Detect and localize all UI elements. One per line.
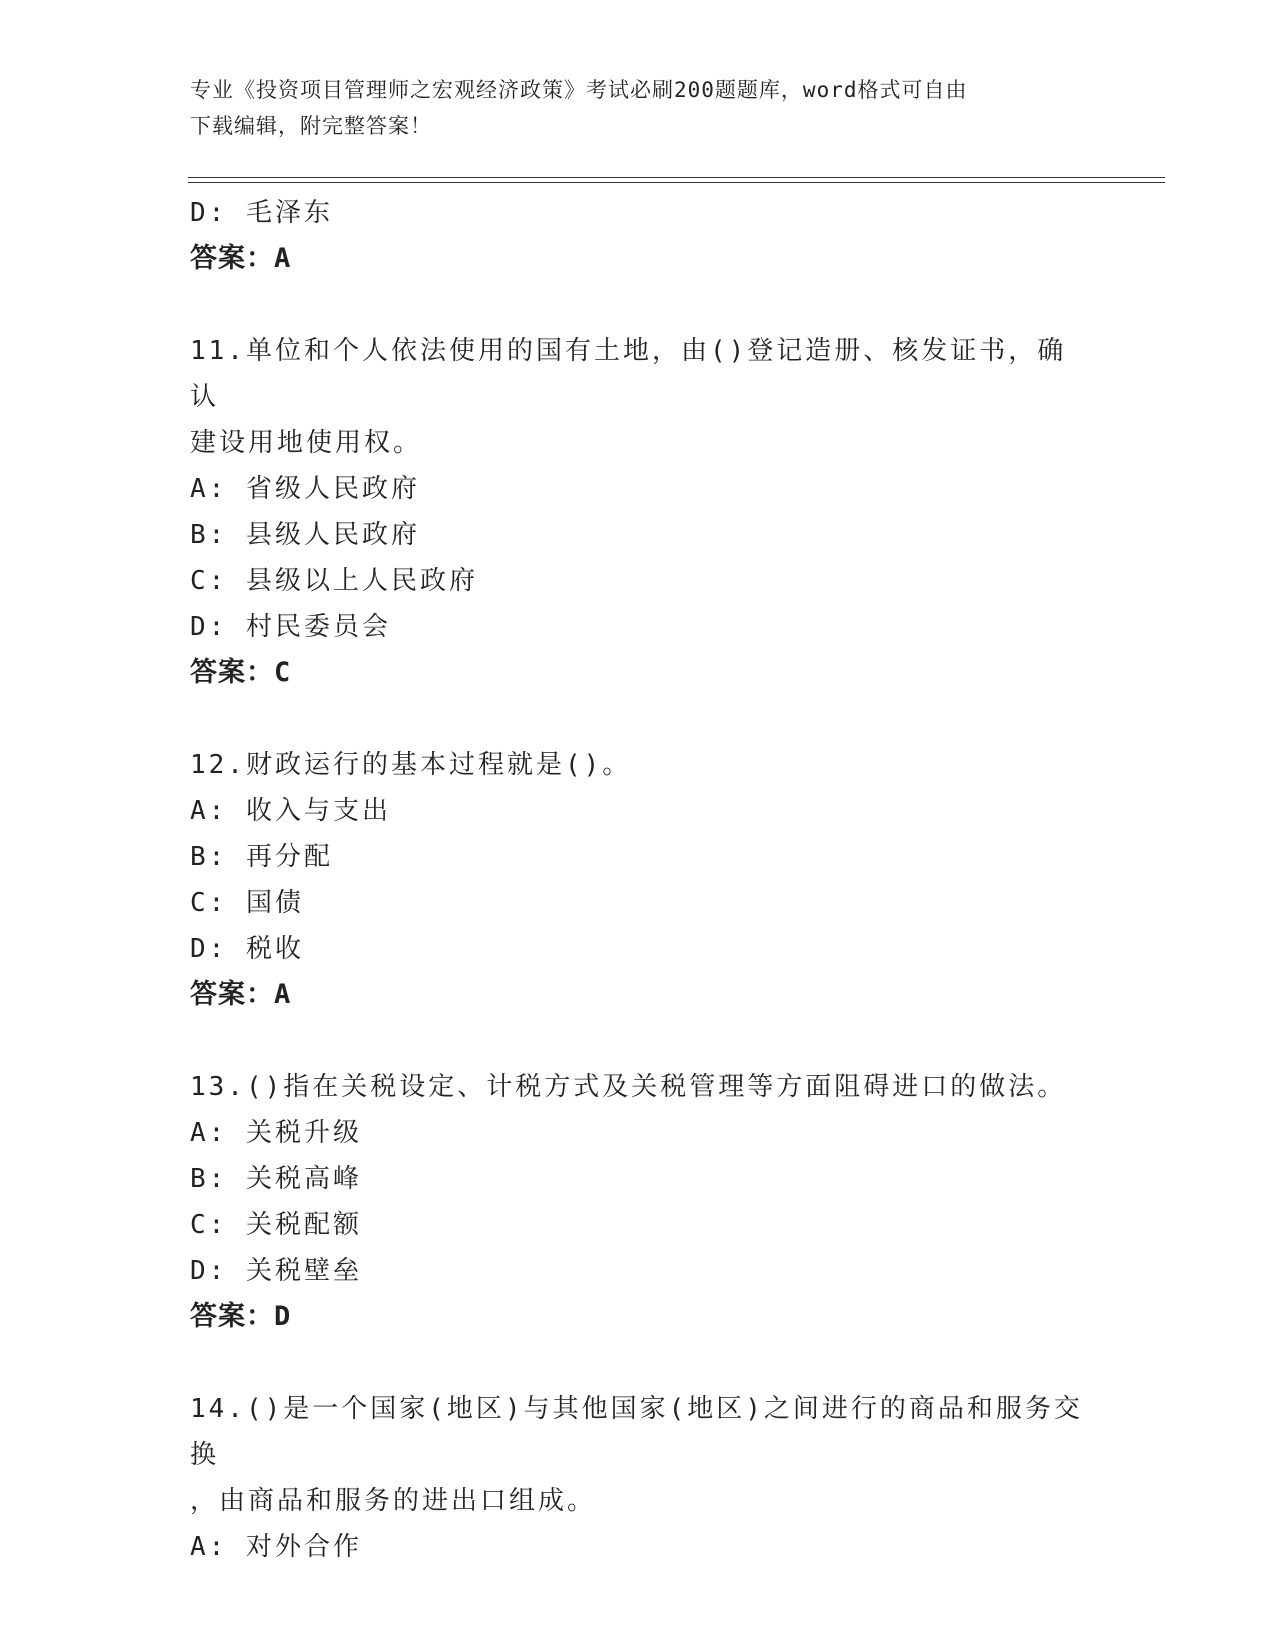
question-stem-line: 11.单位和个人依法使用的国有土地，由()登记造册、核发证书，确认 [190, 336, 1067, 412]
question-13 [190, 1064, 1090, 1340]
question-stem-line: 14.()是一个国家(地区)与其他国家(地区)之间进行的商品和服务交换 [190, 1394, 1083, 1470]
answer: 答案：C [190, 657, 292, 688]
question-stem-line: ，由商品和服务的进出口组成。 [190, 1486, 597, 1516]
spacer [190, 282, 1090, 328]
option-c: C: 县级以上人民政府 [190, 566, 478, 596]
option-d: D: 关税壁垒 [190, 1256, 362, 1286]
header-line-1: 专业《投资项目管理师之宏观经济政策》考试必刷200题题库，word格式可自由 [190, 78, 968, 102]
option-a: A: 省级人民政府 [190, 474, 420, 504]
option-a: A: 对外合作 [190, 1532, 362, 1562]
document-header [190, 72, 1090, 144]
question-stem-line: 13.()指在关税设定、计税方式及关税管理等方面阻碍进口的做法。 [190, 1072, 1067, 1102]
spacer [190, 1018, 1090, 1064]
option-b: B: 关税高峰 [190, 1164, 362, 1194]
question-content [190, 190, 1090, 1570]
question-14 [190, 1386, 1090, 1570]
question-11 [190, 328, 1090, 696]
spacer [190, 1340, 1090, 1386]
option-a: A: 关税升级 [190, 1118, 362, 1148]
option-a: A: 收入与支出 [190, 796, 391, 826]
header-line-2: 下载编辑，附完整答案！ [190, 114, 432, 138]
header-divider-top [188, 177, 1165, 178]
prev-option-d: D: 毛泽东 [190, 198, 333, 228]
question-stem-line: 12.财政运行的基本过程就是()。 [190, 750, 632, 780]
prev-answer: 答案：A [190, 243, 292, 274]
option-b: B: 再分配 [190, 842, 333, 872]
option-c: C: 关税配额 [190, 1210, 362, 1240]
spacer [190, 696, 1090, 742]
option-c: C: 国债 [190, 888, 304, 918]
question-stem-line: 建设用地使用权。 [190, 428, 423, 458]
option-b: B: 县级人民政府 [190, 520, 420, 550]
option-d: D: 村民委员会 [190, 612, 391, 642]
option-d: D: 税收 [190, 934, 304, 964]
question-12 [190, 742, 1090, 1018]
answer: 答案：D [190, 1301, 292, 1332]
answer: 答案：A [190, 979, 292, 1010]
header-divider-bottom [188, 182, 1165, 183]
